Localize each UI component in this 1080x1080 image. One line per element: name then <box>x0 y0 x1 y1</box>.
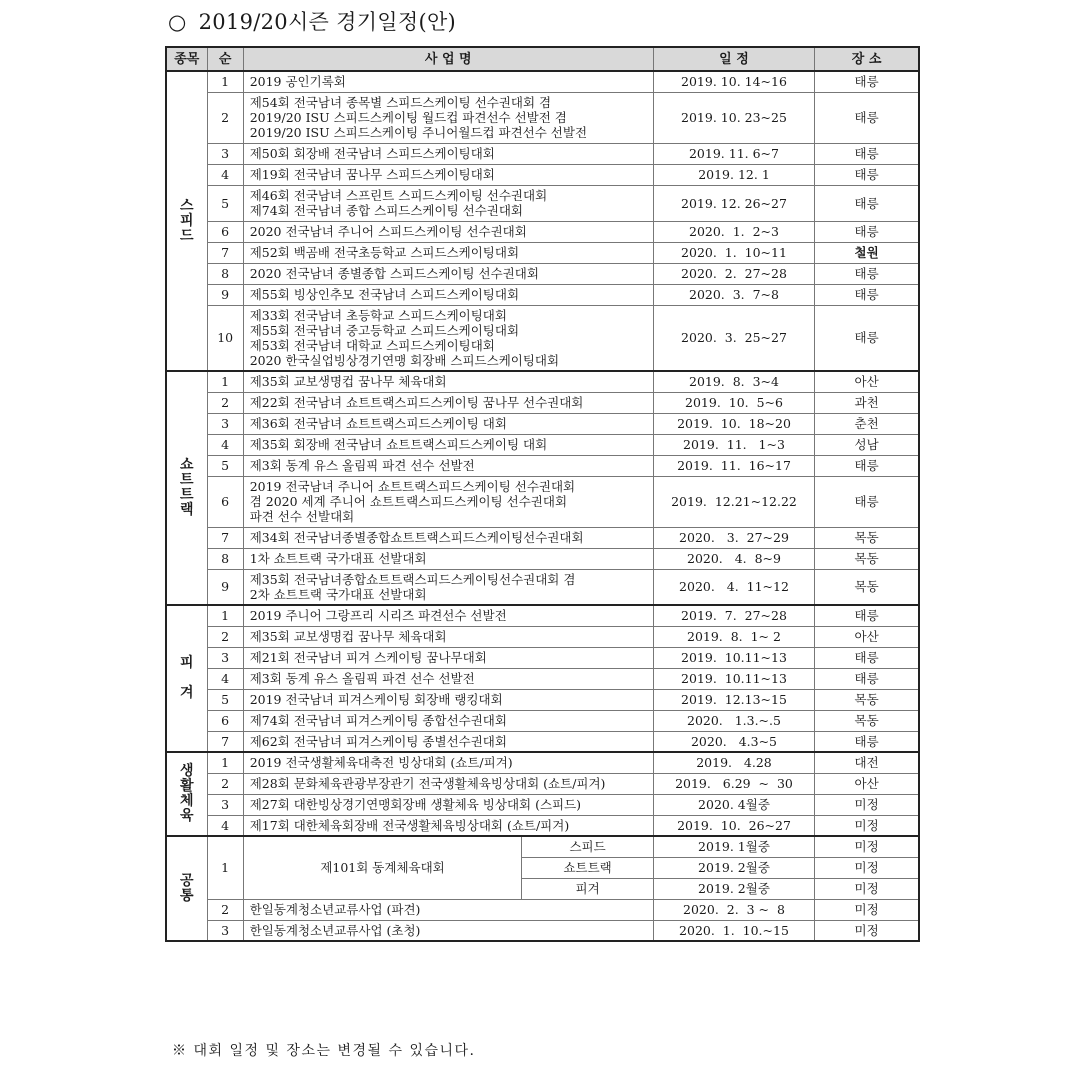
table-row <box>166 647 919 668</box>
event-date: 2020. 1.3.~.5 <box>653 710 814 731</box>
event-place: 아산 <box>815 626 919 647</box>
row-number: 3 <box>207 143 243 164</box>
header-row <box>166 47 919 71</box>
table-row <box>166 434 919 455</box>
table-row <box>166 668 919 689</box>
table-row <box>166 305 919 371</box>
table-row <box>166 476 919 527</box>
event-name: 제35회 교보생명컵 꿈나무 체육대회 <box>243 371 653 392</box>
row-number: 8 <box>207 548 243 569</box>
event-date: 2019. 11. 6~7 <box>653 143 814 164</box>
event-date: 2019. 4.28 <box>653 752 814 773</box>
event-place: 아산 <box>815 371 919 392</box>
table-row <box>166 284 919 305</box>
schedule-body <box>166 71 919 941</box>
event-date: 2019. 11. 1~3 <box>653 434 814 455</box>
table-row <box>166 899 919 920</box>
row-number: 3 <box>207 794 243 815</box>
row-number: 10 <box>207 305 243 371</box>
event-name: 제3회 동계 유스 올림픽 파견 선수 선발전 <box>243 455 653 476</box>
event-date: 2020. 4.3~5 <box>653 731 814 752</box>
row-number: 4 <box>207 668 243 689</box>
category-cell: 피 겨 <box>166 605 207 752</box>
table-row <box>166 143 919 164</box>
row-number: 8 <box>207 263 243 284</box>
event-name: 2019 전국남녀 주니어 쇼트트랙스피드스케이팅 선수권대회 겸 2020 세계 주니어 쇼트트랙스피드스케이팅 선수권대회 파견 선수 선발대회 <box>243 476 653 527</box>
header-place: 장 소 <box>815 47 919 71</box>
footnote: ※ 대회 일정 및 장소는 변경될 수 있습니다. <box>172 1043 476 1059</box>
event-name: 제35회 교보생명컵 꿈나무 체육대회 <box>243 626 653 647</box>
event-place: 미정 <box>815 899 919 920</box>
header-event: 사 업 명 <box>243 47 653 71</box>
event-date: 2019. 10. 18~20 <box>653 413 814 434</box>
event-date: 2019. 12. 1 <box>653 164 814 185</box>
header-date: 일 정 <box>653 47 814 71</box>
event-name: 2019 공인기록회 <box>243 71 653 92</box>
schedule-table <box>165 46 920 942</box>
event-name: 2019 전국남녀 피겨스케이팅 회장배 랭킹대회 <box>243 689 653 710</box>
table-row <box>166 710 919 731</box>
event-date: 2020. 3. 27~29 <box>653 527 814 548</box>
row-number: 7 <box>207 242 243 263</box>
row-number: 4 <box>207 164 243 185</box>
event-date: 2020. 1. 10~11 <box>653 242 814 263</box>
table-row <box>166 185 919 221</box>
event-name: 한일동계청소년교류사업 (초청) <box>243 920 653 941</box>
event-name: 제33회 전국남녀 초등학교 스피드스케이팅대회 제55회 전국남녀 중고등학교 스피드스케이팅대회 제53회 전국남녀 대학교 스피드스케이팅대회 2020 한국실업빙상경기연맹 회장배 스피드스케이팅대회 <box>243 305 653 371</box>
table-row <box>166 164 919 185</box>
table-row <box>166 626 919 647</box>
event-name: 2020 전국남녀 종별종합 스피드스케이팅 선수권대회 <box>243 263 653 284</box>
sub-category: 쇼트트랙 <box>522 857 653 878</box>
row-number: 2 <box>207 92 243 143</box>
row-number: 1 <box>207 605 243 626</box>
event-place: 태릉 <box>815 284 919 305</box>
category-cell: 스 피 드 <box>166 71 207 371</box>
row-number: 3 <box>207 647 243 668</box>
row-number: 5 <box>207 455 243 476</box>
sub-category: 피겨 <box>522 878 653 899</box>
event-name: 제74회 전국남녀 피겨스케이팅 종합선수권대회 <box>243 710 653 731</box>
table-row <box>166 569 919 605</box>
event-place: 대전 <box>815 752 919 773</box>
table-row <box>166 752 919 773</box>
event-name: 제101회 동계체육대회 <box>243 836 522 899</box>
event-date: 2019. 11. 16~17 <box>653 455 814 476</box>
row-number: 2 <box>207 626 243 647</box>
event-date: 2019. 8. 3~4 <box>653 371 814 392</box>
event-name: 2020 전국남녀 주니어 스피드스케이팅 선수권대회 <box>243 221 653 242</box>
event-name: 제27회 대한빙상경기연맹회장배 생활체육 빙상대회 (스피드) <box>243 794 653 815</box>
row-number: 9 <box>207 284 243 305</box>
event-name: 제17회 대한체육회장배 전국생활체육빙상대회 (쇼트/피겨) <box>243 815 653 836</box>
sub-category: 스피드 <box>522 836 653 857</box>
event-name: 제34회 전국남녀종별종합쇼트트랙스피드스케이팅선수권대회 <box>243 527 653 548</box>
event-date: 2020. 3. 7~8 <box>653 284 814 305</box>
table-row <box>166 920 919 941</box>
event-place: 태릉 <box>815 731 919 752</box>
event-place: 태릉 <box>815 668 919 689</box>
event-date: 2020. 1. 2~3 <box>653 221 814 242</box>
table-row <box>166 836 919 857</box>
event-date: 2019. 12.21~12.22 <box>653 476 814 527</box>
event-name: 제54회 전국남녀 종목별 스피드스케이팅 선수권대회 겸 2019/20 ISU 스피드스케이팅 월드컵 파견선수 선발전 겸 2019/20 ISU 스피드스케이팅 주니어월드컵 파견선수 선발전 <box>243 92 653 143</box>
category-cell: 생 활 체 육 <box>166 752 207 836</box>
event-place: 미정 <box>815 857 919 878</box>
event-place: 목동 <box>815 527 919 548</box>
event-name: 제52회 백곰배 전국초등학교 스피드스케이팅대회 <box>243 242 653 263</box>
event-name: 제46회 전국남녀 스프린트 스피드스케이팅 선수권대회 제74회 전국남녀 종합 스피드스케이팅 선수권대회 <box>243 185 653 221</box>
row-number: 9 <box>207 569 243 605</box>
event-date: 2020. 3. 25~27 <box>653 305 814 371</box>
event-place: 태릉 <box>815 143 919 164</box>
event-place: 태릉 <box>815 221 919 242</box>
row-number: 6 <box>207 710 243 731</box>
table-row <box>166 371 919 392</box>
header-no: 순 <box>207 47 243 71</box>
event-name: 1차 쇼트트랙 국가대표 선발대회 <box>243 548 653 569</box>
event-date: 2020. 1. 10.~15 <box>653 920 814 941</box>
event-place: 태릉 <box>815 476 919 527</box>
row-number: 1 <box>207 752 243 773</box>
table-row <box>166 527 919 548</box>
event-date: 2020. 4월중 <box>653 794 814 815</box>
event-date: 2019. 10. 14~16 <box>653 71 814 92</box>
event-date: 2019. 6.29 ~ 30 <box>653 773 814 794</box>
event-name: 2019 전국생활체육대축전 빙상대회 (쇼트/피겨) <box>243 752 653 773</box>
category-cell: 공 통 <box>166 836 207 941</box>
row-number: 1 <box>207 836 243 899</box>
event-date: 2019. 2월중 <box>653 878 814 899</box>
row-number: 1 <box>207 371 243 392</box>
table-row <box>166 689 919 710</box>
event-date: 2019. 12. 26~27 <box>653 185 814 221</box>
row-number: 7 <box>207 731 243 752</box>
event-name: 제36회 전국남녀 쇼트트랙스피드스케이팅 대회 <box>243 413 653 434</box>
row-number: 3 <box>207 920 243 941</box>
table-row <box>166 773 919 794</box>
event-place: 성남 <box>815 434 919 455</box>
event-place: 미정 <box>815 920 919 941</box>
table-row <box>166 242 919 263</box>
event-date: 2020. 4. 8~9 <box>653 548 814 569</box>
event-place: 태릉 <box>815 263 919 284</box>
event-place: 태릉 <box>815 605 919 626</box>
table-row <box>166 92 919 143</box>
row-number: 4 <box>207 815 243 836</box>
event-name: 한일동계청소년교류사업 (파견) <box>243 899 653 920</box>
table-row <box>166 455 919 476</box>
event-place: 목동 <box>815 710 919 731</box>
title-bullet: ○ <box>168 10 187 34</box>
event-name: 제22회 전국남녀 쇼트트랙스피드스케이팅 꿈나무 선수권대회 <box>243 392 653 413</box>
event-name: 제50회 회장배 전국남녀 스피드스케이팅대회 <box>243 143 653 164</box>
event-place: 미정 <box>815 794 919 815</box>
row-number: 6 <box>207 476 243 527</box>
event-place: 과천 <box>815 392 919 413</box>
event-date: 2019. 10.11~13 <box>653 668 814 689</box>
event-date: 2019. 8. 1~ 2 <box>653 626 814 647</box>
event-place: 태릉 <box>815 305 919 371</box>
event-date: 2020. 2. 3 ~ 8 <box>653 899 814 920</box>
event-date: 2019. 7. 27~28 <box>653 605 814 626</box>
event-name: 제35회 전국남녀종합쇼트트랙스피드스케이팅선수권대회 겸 2차 쇼트트랙 국가대표 선발대회 <box>243 569 653 605</box>
event-place: 목동 <box>815 548 919 569</box>
event-date: 2019. 10. 5~6 <box>653 392 814 413</box>
row-number: 5 <box>207 689 243 710</box>
event-place: 태릉 <box>815 647 919 668</box>
event-date: 2019. 10. 26~27 <box>653 815 814 836</box>
page-title <box>168 6 456 36</box>
event-date: 2019. 1월중 <box>653 836 814 857</box>
table-row <box>166 605 919 626</box>
event-name: 제62회 전국남녀 피겨스케이팅 종별선수권대회 <box>243 731 653 752</box>
event-name: 제55회 빙상인추모 전국남녀 스피드스케이팅대회 <box>243 284 653 305</box>
row-number: 1 <box>207 71 243 92</box>
event-date: 2020. 4. 11~12 <box>653 569 814 605</box>
event-name: 제3회 동계 유스 올림픽 파견 선수 선발전 <box>243 668 653 689</box>
table-row <box>166 731 919 752</box>
event-date: 2020. 2. 27~28 <box>653 263 814 284</box>
event-place: 아산 <box>815 773 919 794</box>
event-place: 태릉 <box>815 164 919 185</box>
event-place: 태릉 <box>815 455 919 476</box>
event-date: 2019. 10.11~13 <box>653 647 814 668</box>
row-number: 5 <box>207 185 243 221</box>
event-place: 미정 <box>815 836 919 857</box>
event-name: 제35회 회장배 전국남녀 쇼트트랙스피드스케이팅 대회 <box>243 434 653 455</box>
event-place: 미정 <box>815 815 919 836</box>
table-row <box>166 263 919 284</box>
category-cell: 쇼 트 트 랙 <box>166 371 207 605</box>
row-number: 2 <box>207 392 243 413</box>
event-place: 미정 <box>815 878 919 899</box>
event-name: 제28회 문화체육관광부장관기 전국생활체육빙상대회 (쇼트/피겨) <box>243 773 653 794</box>
table-row <box>166 221 919 242</box>
event-place: 태릉 <box>815 92 919 143</box>
table-row <box>166 413 919 434</box>
event-place: 춘천 <box>815 413 919 434</box>
event-place: 목동 <box>815 689 919 710</box>
table-row <box>166 71 919 92</box>
event-name: 2019 주니어 그랑프리 시리즈 파견선수 선발전 <box>243 605 653 626</box>
table-row <box>166 392 919 413</box>
row-number: 2 <box>207 773 243 794</box>
event-place: 철원 <box>815 242 919 263</box>
table-row <box>166 794 919 815</box>
event-place: 태릉 <box>815 71 919 92</box>
event-name: 제19회 전국남녀 꿈나무 스피드스케이팅대회 <box>243 164 653 185</box>
row-number: 7 <box>207 527 243 548</box>
event-place: 태릉 <box>815 185 919 221</box>
row-number: 4 <box>207 434 243 455</box>
event-place: 목동 <box>815 569 919 605</box>
header-category: 종목 <box>166 47 207 71</box>
event-name: 제21회 전국남녀 피겨 스케이팅 꿈나무대회 <box>243 647 653 668</box>
row-number: 6 <box>207 221 243 242</box>
row-number: 2 <box>207 899 243 920</box>
title-text: 2019/20시즌 경기일정(안) <box>198 10 457 34</box>
event-date: 2019. 10. 23~25 <box>653 92 814 143</box>
table-row <box>166 815 919 836</box>
row-number: 3 <box>207 413 243 434</box>
event-date: 2019. 2월중 <box>653 857 814 878</box>
table-row <box>166 548 919 569</box>
event-date: 2019. 12.13~15 <box>653 689 814 710</box>
